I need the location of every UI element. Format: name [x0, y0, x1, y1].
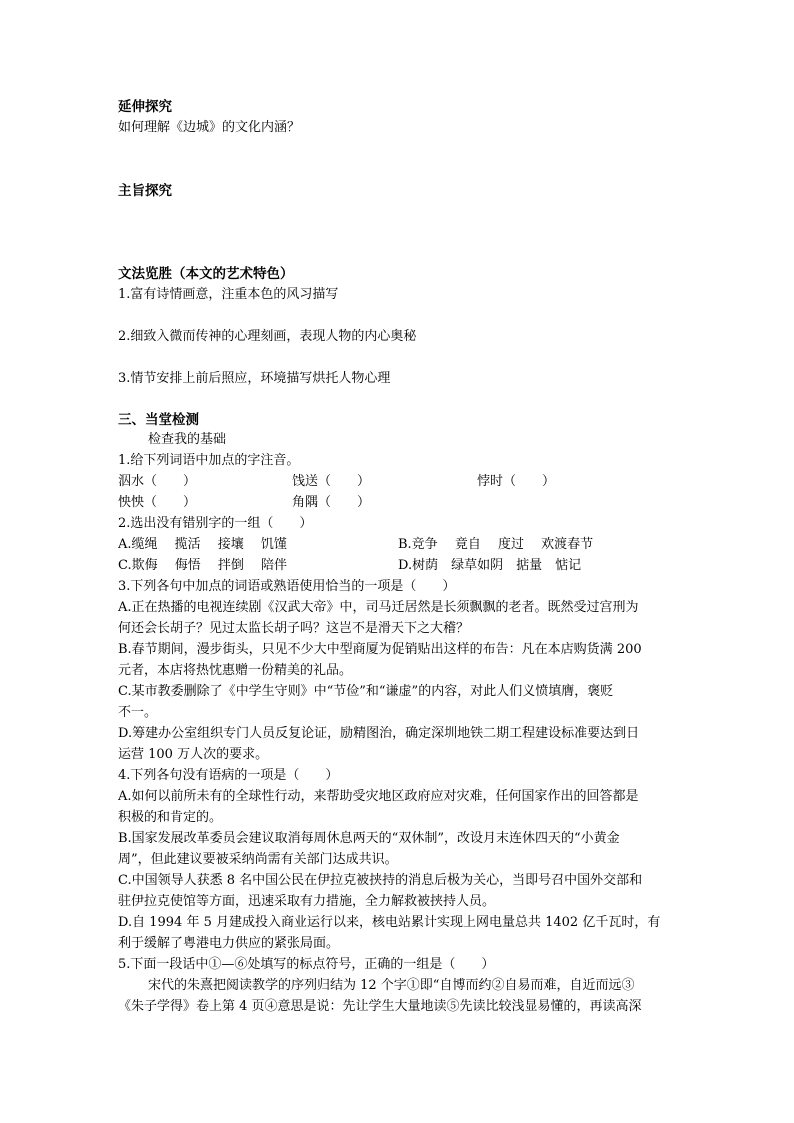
q2-stem: 2.选出没有错别字的一组（ ）: [118, 516, 313, 531]
q5-passage-cont: 《朱子学得》卷上第 4 页④意思是说：先让学生大量地读⑤先读比较浅显易懂的，再读高深: [118, 999, 642, 1014]
q3-option-a: A.正在热播的电视连续剧《汉武大帝》中，司马迁居然是长须飘飘的老者。既然受过宫刑为: [118, 600, 639, 615]
style-item-2: 2.细致入微而传神的心理刻画，表现人物的内心奥秘: [118, 329, 417, 344]
q3-stem: 3.下列各句中加点的词语或熟语使用恰当的一项是（ ）: [118, 579, 456, 594]
q3-option-b-cont: 元者，本店将热忱惠赠一份精美的礼品。: [118, 663, 353, 678]
q3-option-c-cont: 不一。: [118, 705, 158, 720]
q1-item: 怏怏（ ）: [118, 495, 197, 510]
q3-option-c: C.某市教委删除了《中学生守则》中“节俭”和“谦虚”的内容，对此人们义愤填膺，褒贬: [118, 684, 614, 699]
extend-question: 如何理解《边城》的文化内涵？: [118, 120, 301, 135]
q5-stem: 5.下面一段话中①—⑥处填写的标点符号，正确的一组是（ ）: [118, 957, 495, 972]
theme-heading: 主旨探究: [118, 183, 172, 199]
q1-item: 角隅（ ）: [292, 495, 371, 510]
q2-option-d: D.树荫 绿草如阴 掂量 惦记: [398, 558, 582, 573]
q3-option-d-cont: 运营 100 万人次的要求。: [118, 747, 269, 762]
q1-item: 饯送（ ）: [292, 474, 371, 489]
q3-option-d: D.筹建办公室组织专门人员反复论证，励精图治，确定深圳地铁二期工程建设标准要达到日: [118, 726, 640, 741]
q4-option-c-cont: 驻伊拉克使馆等方面，迅速采取有力措施，全力解救被挟持人员。: [118, 894, 496, 909]
q4-option-d-cont: 利于缓解了粤港电力供应的紧张局面。: [118, 936, 340, 951]
q4-option-b-cont: 周”，但此建议要被采纳尚需有关部门达成共识。: [118, 852, 398, 867]
q1-item: 泅水（ ）: [118, 474, 197, 489]
q3-option-b: B.春节期间，漫步街头，只见不少大中型商厦为促销贴出这样的布告：凡在本店购货满 200: [118, 642, 642, 657]
q4-option-b: B.国家发展改革委员会建议取消每周休息两天的“双休制”，改设月末连休四天的“小黄金: [118, 831, 620, 846]
q2-option-c: C.欺侮 侮悟 拌倒 陪伴: [118, 558, 288, 573]
style-heading: 文法览胜（本文的艺术特色）: [118, 266, 294, 282]
q4-option-a-cont: 积极的和肯定的。: [118, 810, 223, 825]
q2-option-a: A.缆绳 揽活 接壤 饥馑: [118, 537, 287, 552]
q2-option-b: B.竞争 竟自 度过 欢渡春节: [398, 537, 594, 552]
extend-heading: 延伸探究: [118, 99, 172, 115]
test-subheading: 检查我的基础: [148, 432, 227, 447]
q4-option-d: D.自 1994 年 5 月建成投入商业运行以来，核电站累计实现上网电量总共 1402 亿千瓦时，有: [118, 915, 661, 930]
q5-passage: 宋代的朱熹把阅读教学的序列归结为 12 个字①即“自博而约②自易而难，自近而远③: [148, 978, 635, 993]
q4-option-a: A.如何以前所未有的全球性行动，来帮助受灾地区政府应对灾难，任何国家作出的回答都是: [118, 789, 639, 804]
style-item-1: 1.富有诗情画意，注重本色的风习描写: [118, 287, 339, 302]
q1-stem: 1.给下列词语中加点的字注音。: [118, 453, 300, 468]
q3-option-a-cont: 何还会长胡子？见过太监长胡子吗？这岂不是滑天下之大稽？: [118, 621, 470, 636]
style-item-3: 3.情节安排上前后照应，环境描写烘托人物心理: [118, 371, 391, 386]
q4-option-c: C.中国领导人获悉 8 名中国公民在伊拉克被挟持的消息后极为关心，当即号召中国外交部和: [118, 873, 643, 888]
q1-item: 悖时（ ）: [477, 474, 556, 489]
test-heading: 三、当堂检测: [118, 412, 199, 428]
q4-stem: 4.下列各句没有语病的一项是（ ）: [118, 768, 339, 783]
